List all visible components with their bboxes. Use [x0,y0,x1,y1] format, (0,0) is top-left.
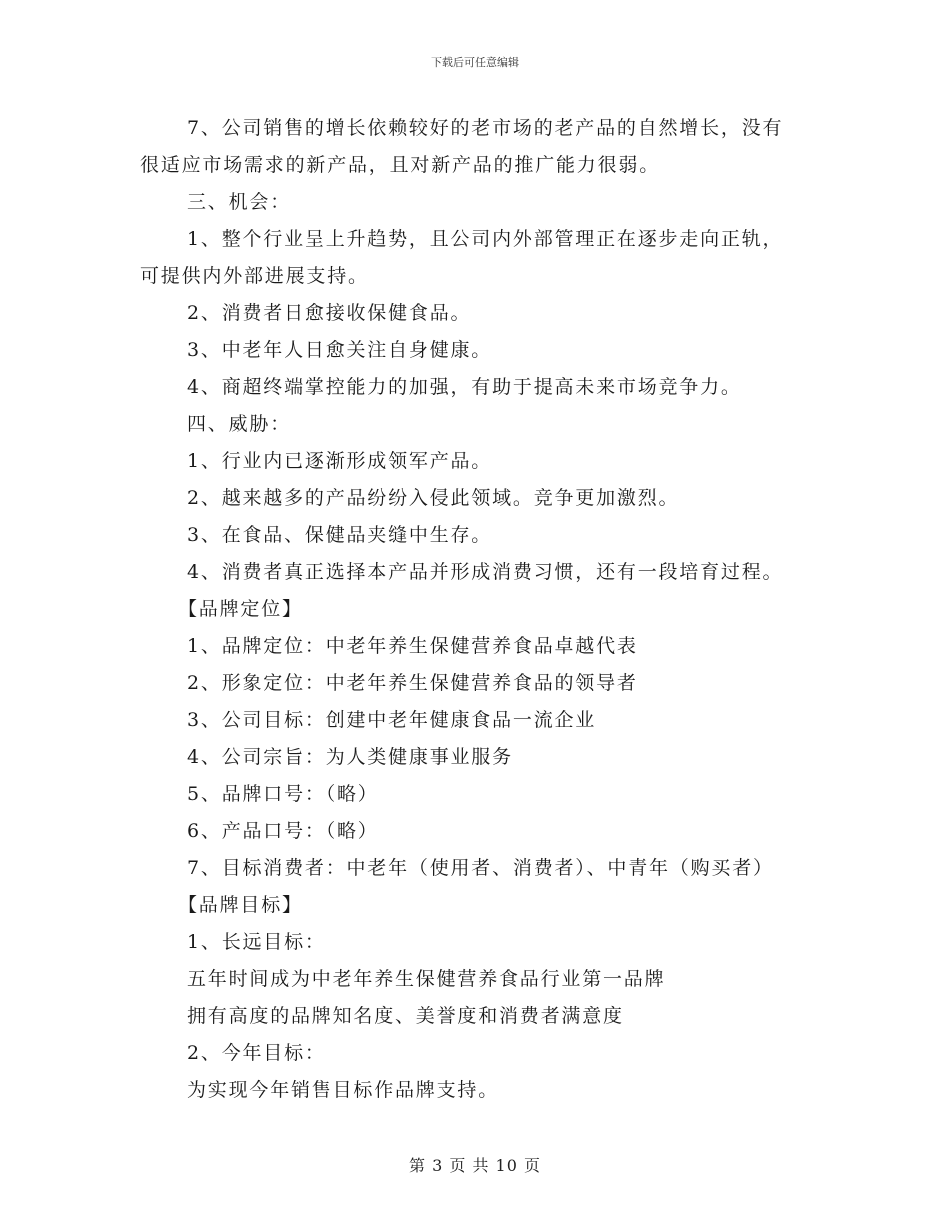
paragraph-line: 1、行业内已逐渐形成领军产品。 [187,450,493,472]
paragraph-line: 很适应市场需求的新产品，且对新产品的推广能力很弱。 [140,154,661,176]
page-header: 下载后可任意编辑 [431,56,519,69]
paragraph-line: 7、目标消费者：中老年（使用者、消费者）、中青年（购买者） [187,857,774,879]
paragraph-line: 可提供内外部进展支持。 [140,265,369,287]
bracket-heading: 【品牌目标】 [178,894,303,916]
section-heading: 三、机会： [187,191,292,213]
section-heading: 四、威胁： [187,413,292,435]
paragraph-line: 拥有高度的品牌知名度、美誉度和消费者满意度 [187,1005,624,1027]
paragraph-line: 4、消费者真正选择本产品并形成消费习惯，还有一段培育过程。 [187,561,784,583]
paragraph-line: 为实现今年销售目标作品牌支持。 [187,1079,500,1101]
paragraph-line: 5、品牌口号：（略） [187,783,379,805]
paragraph-line: 6、产品口号：（略） [187,820,379,842]
document-body [140,112,815,1111]
paragraph-line: 3、公司目标：创建中老年健康食品一流企业 [187,709,597,731]
paragraph-line: 4、公司宗旨：为人类健康事业服务 [187,746,513,768]
paragraph-line: 2、越来越多的产品纷纷入侵此领域。竞争更加激烈。 [187,487,680,509]
paragraph-line: 3、中老年人日愈关注自身健康。 [187,339,493,361]
paragraph-line: 1、整个行业呈上升趋势，且公司内外部管理正在逐步走向正轨， [187,228,784,250]
paragraph-line: 1、长远目标： [187,931,326,953]
paragraph-line: 五年时间成为中老年养生保健营养食品行业第一品牌 [187,968,666,990]
bracket-heading: 【品牌定位】 [178,598,303,620]
paragraph-line: 1、品牌定位：中老年养生保健营养食品卓越代表 [187,635,638,657]
paragraph-line: 3、在食品、保健品夹缝中生存。 [187,524,493,546]
paragraph-line: 2、形象定位：中老年养生保健营养食品的领导者 [187,672,638,694]
paragraph-line: 7、公司销售的增长依赖较好的老市场的老产品的自然增长，没有 [187,117,784,139]
paragraph-line: 2、今年目标： [187,1042,326,1064]
paragraph-line: 2、消费者日愈接收保健食品。 [187,302,472,324]
paragraph-line: 4、商超终端掌控能力的加强，有助于提高未来市场竞争力。 [187,376,742,398]
page-footer: 第 3 页 共 10 页 [409,1156,541,1175]
